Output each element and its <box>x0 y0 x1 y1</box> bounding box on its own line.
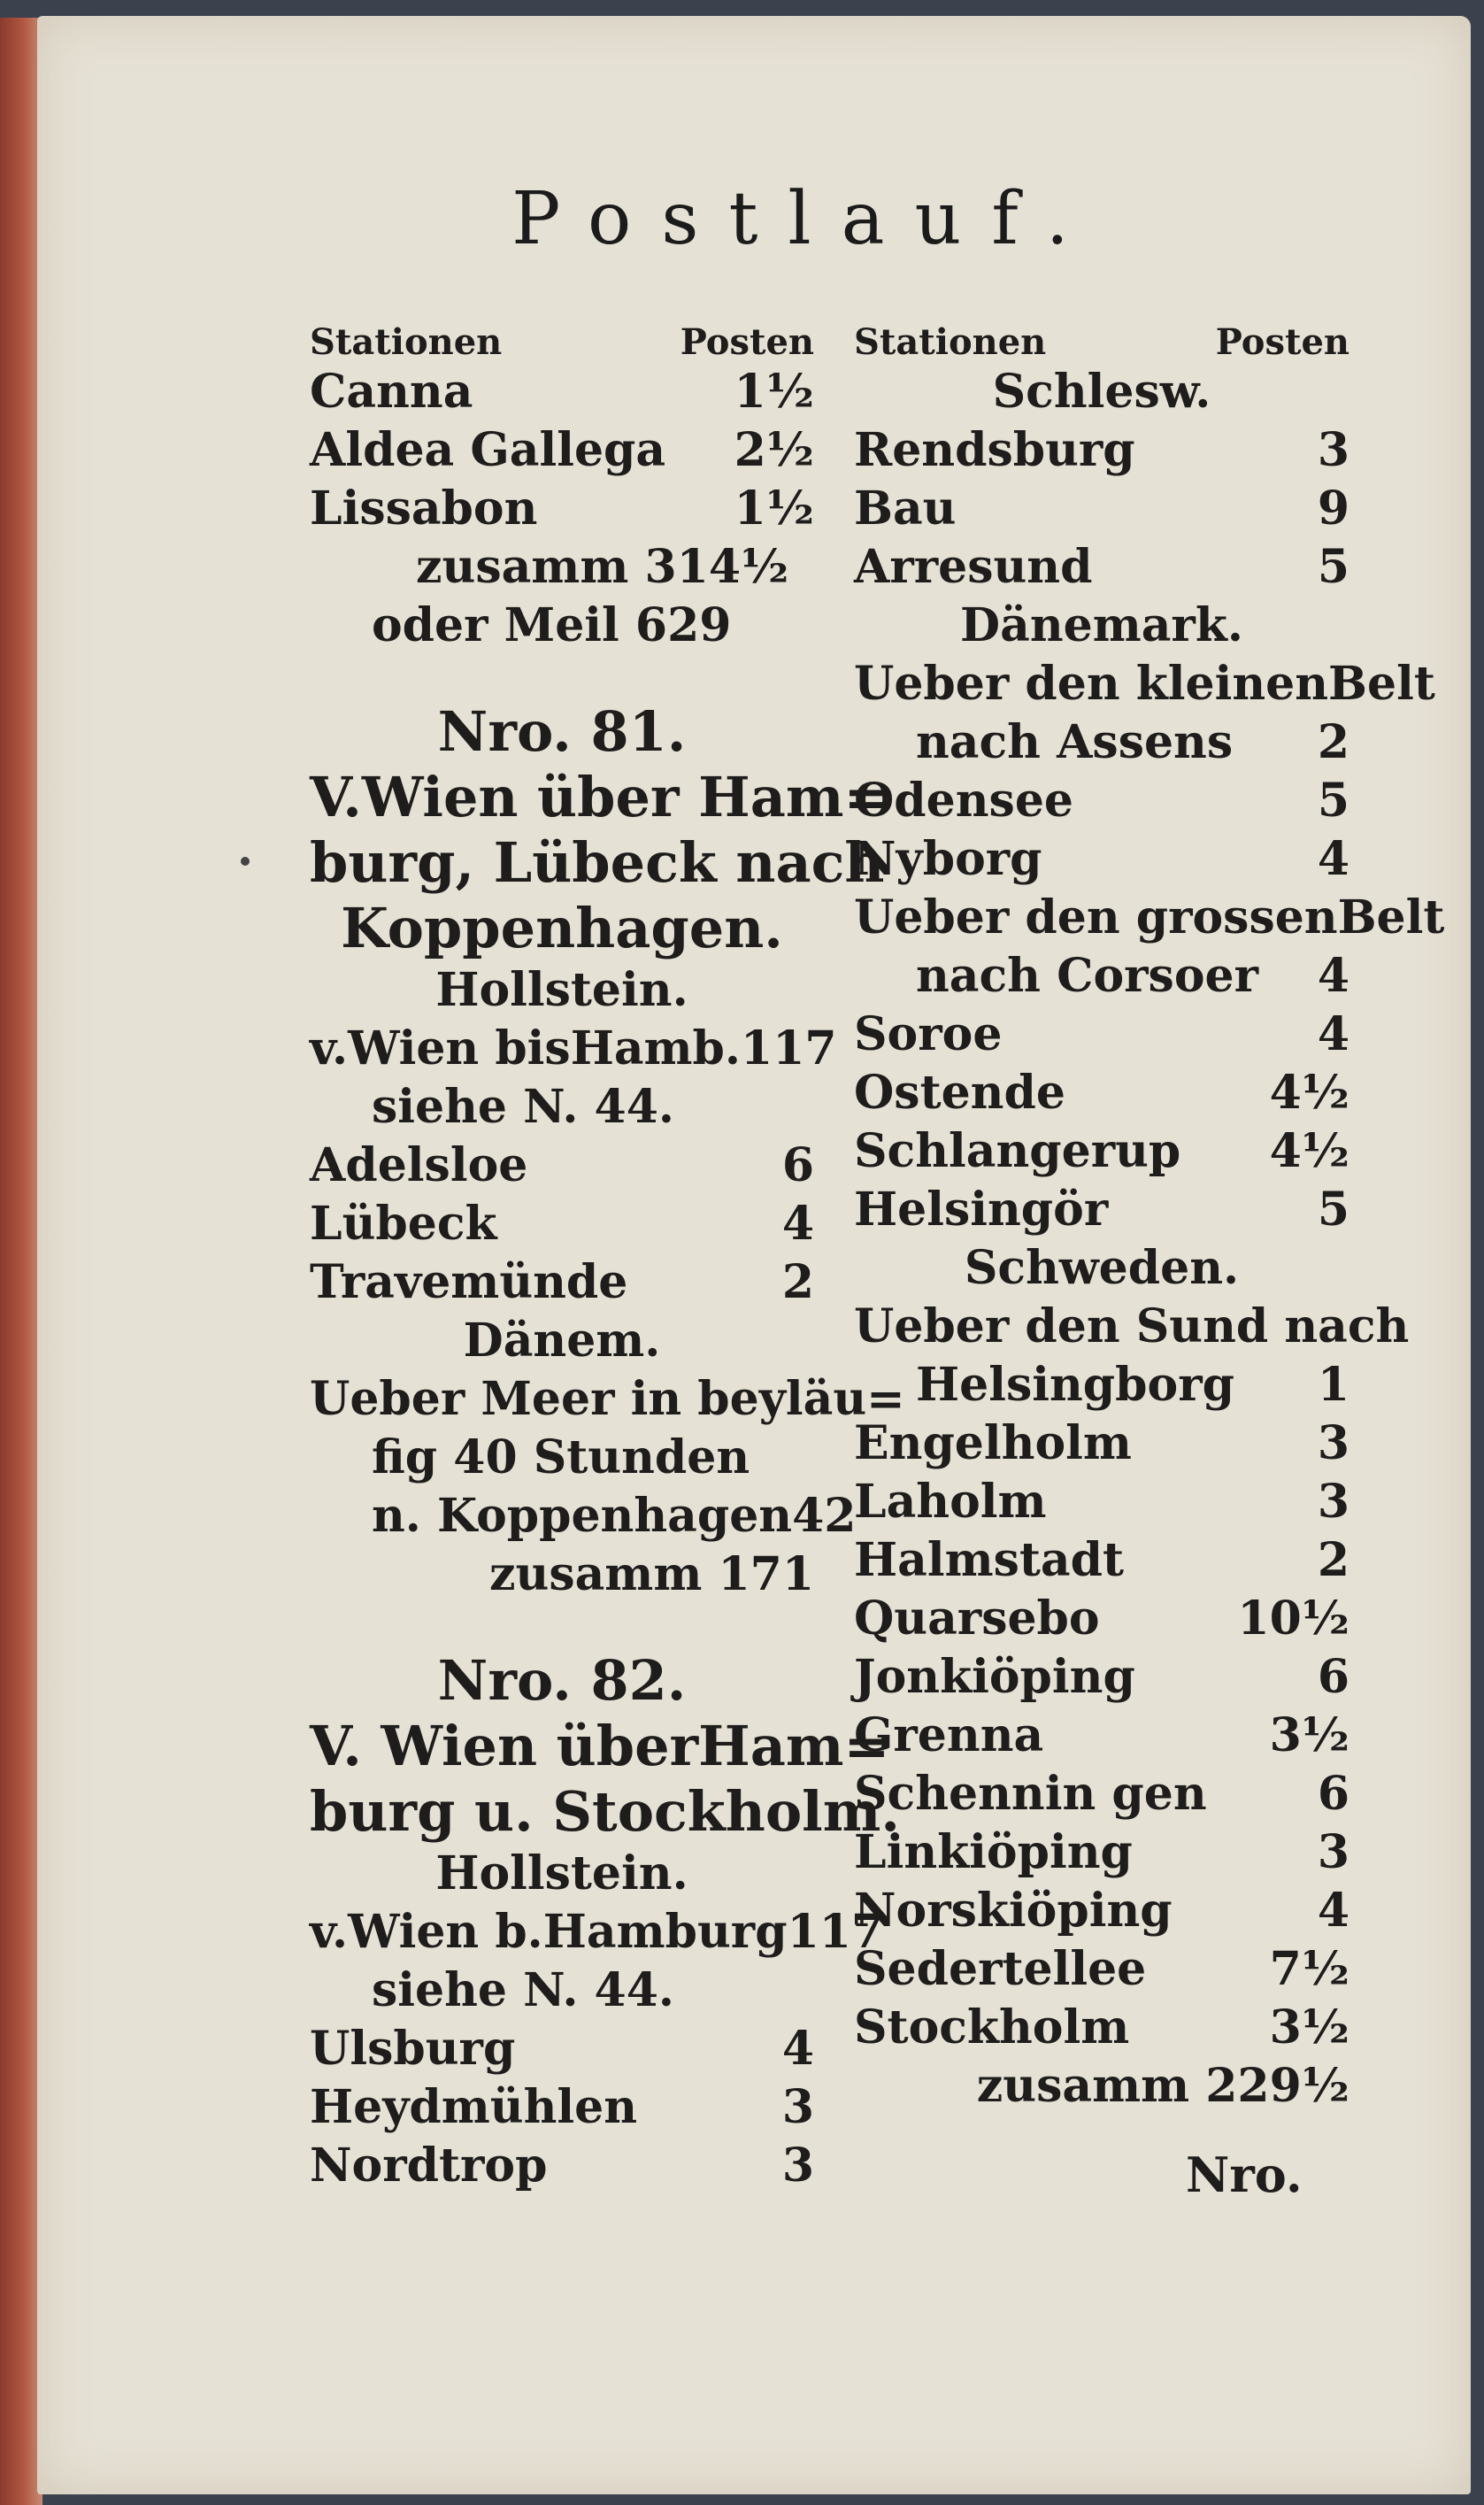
section-81-country: Hollstein. <box>435 963 688 1017</box>
section-82-heading-line2: burg u. Stockholm. <box>310 1779 900 1844</box>
table-row <box>310 1429 814 1487</box>
station-name: Helsingborg <box>916 1358 1234 1412</box>
post-count: 1 <box>1317 1358 1349 1412</box>
station-name: nach Assens <box>916 715 1234 769</box>
post-count: 2 <box>1317 1533 1349 1587</box>
table-row <box>854 1707 1349 1765</box>
table-row <box>310 1195 814 1253</box>
station-name: Rendsburg <box>854 423 1135 477</box>
station-name: Norskiöping <box>854 1884 1173 1938</box>
post-count: 3½ <box>1269 2000 1349 2054</box>
post-count: 4 <box>1317 832 1349 886</box>
table-row <box>854 830 1349 889</box>
table-row <box>310 1020 837 1078</box>
table-row <box>854 1239 1349 1298</box>
post-count: 5 <box>1317 774 1349 828</box>
station-name: Schlangerup <box>854 1124 1181 1178</box>
station-name: Canna <box>310 365 473 419</box>
table-row <box>854 480 1349 538</box>
station-name: Jonkiöping <box>854 1650 1135 1704</box>
catchword: Nro. <box>1186 2147 1303 2203</box>
station-name: Quarsebo <box>854 1592 1100 1646</box>
table-row <box>310 421 814 480</box>
table-row <box>854 1765 1349 1823</box>
post-count: 3 <box>1317 1475 1349 1529</box>
section-82-heading-line1: V. Wien überHam= <box>310 1714 890 1778</box>
post-count: 117 <box>741 1021 837 1075</box>
table-row <box>854 1882 1349 1940</box>
post-count: 4½ <box>1269 1124 1349 1178</box>
station-name: Soroe <box>854 1007 1003 1061</box>
station-name: Ueber Meer in beyläu= <box>310 1372 905 1426</box>
station-name: Ulsburg <box>310 2022 516 2076</box>
station-name: v.Wien bisHamb. <box>310 1021 742 1075</box>
post-count: 7½ <box>1269 1942 1349 1996</box>
post-count: 10½ <box>1237 1592 1349 1646</box>
post-count: 3½ <box>1269 1708 1349 1762</box>
post-count: 5 <box>1317 1183 1349 1237</box>
station-name: Heydmühlen <box>310 2080 638 2134</box>
post-count: 4 <box>781 1197 814 1251</box>
post-count: 1½ <box>734 482 814 536</box>
post-count: 2 <box>1317 715 1349 769</box>
station-name: Lübeck <box>310 1197 497 1251</box>
table-row <box>854 1999 1349 2057</box>
post-count: 3 <box>781 2139 814 2193</box>
station-name: Schennin gen <box>854 1767 1207 1821</box>
post-count: 3 <box>781 2080 814 2134</box>
stations-header: Stationen <box>854 321 1047 363</box>
table-row <box>310 1370 905 1429</box>
table-row <box>310 2078 814 2137</box>
station-name: Odensee <box>854 774 1073 828</box>
table-row <box>854 1590 1349 1648</box>
table-row <box>310 1078 814 1137</box>
left-header <box>310 310 814 363</box>
table-row <box>310 597 814 655</box>
book-binding <box>0 18 42 2505</box>
station-name: Grenna <box>854 1708 1044 1762</box>
station-name: Ueber den grossenBelt <box>854 890 1445 944</box>
posts-header: Posten <box>680 321 814 363</box>
station-name: v.Wien b.Hamburg <box>310 1905 788 1959</box>
table-row <box>854 1356 1349 1414</box>
post-count: 2½ <box>734 423 814 477</box>
post-count: 6 <box>1317 1767 1349 1821</box>
post-count: 3 <box>1317 423 1349 477</box>
station-name: Arresund <box>854 540 1093 594</box>
station-name: Bau <box>854 482 957 536</box>
table-row <box>310 2020 814 2078</box>
station-name: oder Meil 629 <box>372 598 732 652</box>
table-row <box>310 1137 814 1195</box>
table-row <box>854 1006 1349 1064</box>
table-row <box>854 1531 1349 1590</box>
table-row <box>854 363 1349 421</box>
post-count: 1½ <box>734 365 814 419</box>
table-row <box>310 538 814 597</box>
post-count: 117 <box>787 1905 884 1959</box>
table-row <box>854 889 1445 947</box>
table-row <box>854 947 1349 1006</box>
table-row <box>854 2057 1349 2116</box>
table-row <box>310 1903 884 1962</box>
station-name: n. Koppenhagen <box>372 1489 793 1543</box>
station-name: siehe N. 44. <box>372 1080 674 1134</box>
table-row <box>854 1648 1349 1707</box>
post-count: 42 <box>792 1489 857 1543</box>
station-name: nach Corsoer <box>916 949 1258 1003</box>
post-count: 2 <box>781 1255 814 1309</box>
station-name: Travemünde <box>310 1255 628 1309</box>
table-row <box>854 421 1349 480</box>
station-name: Sedertellee <box>854 1942 1147 1996</box>
table-row <box>310 1253 814 1312</box>
table-row <box>854 1064 1349 1122</box>
right-header <box>854 310 1349 363</box>
post-count: 9 <box>1317 482 1349 536</box>
station-name: Adelsloe <box>310 1138 528 1192</box>
table-row <box>854 713 1349 772</box>
section-82-rows <box>310 1903 884 2195</box>
post-count: 6 <box>781 1138 814 1192</box>
station-name: Ueber den Sund nach <box>854 1299 1410 1353</box>
station-name: Stockholm <box>854 2000 1130 2054</box>
station-name: Ueber den kleinenBelt <box>854 657 1435 711</box>
station-name: zusamm 314½ <box>416 540 789 594</box>
table-row <box>854 655 1435 713</box>
station-name: Halmstadt <box>854 1533 1124 1587</box>
left-rows <box>310 363 814 655</box>
right-column <box>854 310 1445 2116</box>
table-row <box>310 363 814 421</box>
station-name: Nyborg <box>854 832 1042 886</box>
post-count: 4 <box>1317 1007 1349 1061</box>
table-row <box>310 1962 814 2020</box>
section-82-country: Hollstein. <box>435 1846 688 1900</box>
table-row <box>854 772 1349 830</box>
post-count: 4 <box>1317 949 1349 1003</box>
post-count: 5 <box>1317 540 1349 594</box>
station-name: zusamm 229½ <box>976 2059 1349 2113</box>
table-row <box>310 2137 814 2195</box>
table-row <box>854 1181 1349 1239</box>
post-count: 6 <box>1317 1650 1349 1704</box>
page-title: Postlauf. <box>511 177 1099 261</box>
station-name: siehe N. 44. <box>372 1963 674 2017</box>
left-column <box>310 310 905 2195</box>
section-81-rows2 <box>310 1370 905 1604</box>
section-81-heading-line3: Koppenhagen. <box>341 896 783 960</box>
table-row <box>854 1122 1349 1181</box>
section-82-number: Nro. 82. <box>437 1648 687 1713</box>
table-row <box>854 1940 1349 1999</box>
station-name: Aldea Gallega <box>310 423 666 477</box>
station-name: Laholm <box>854 1475 1047 1529</box>
post-count: 3 <box>1317 1416 1349 1470</box>
station-name: Engelholm <box>854 1416 1132 1470</box>
station-name: Schlesw. <box>992 365 1211 419</box>
station-name: zusamm 171 <box>489 1547 814 1601</box>
table-row <box>854 1823 1349 1882</box>
table-row <box>854 597 1349 655</box>
table-row <box>310 1487 857 1545</box>
section-81-heading-line1: V.Wien über Ham= <box>310 765 890 829</box>
post-count: 3 <box>1317 1825 1349 1879</box>
post-count: 4½ <box>1269 1066 1349 1120</box>
stations-header: Stationen <box>310 321 503 363</box>
ink-dot <box>241 857 250 866</box>
table-row <box>310 480 814 538</box>
station-name: Helsingör <box>854 1183 1109 1237</box>
station-name: Schweden. <box>964 1241 1240 1295</box>
table-row <box>310 1545 814 1604</box>
section-81-heading-line2: burg, Lübeck nach <box>310 830 885 895</box>
post-count: 4 <box>781 2022 814 2076</box>
station-name: fig 40 Stunden <box>372 1430 750 1484</box>
section-81-number: Nro. 81. <box>437 699 687 764</box>
post-count: 4 <box>1317 1884 1349 1938</box>
right-rows <box>854 363 1445 2116</box>
station-name: Nordtrop <box>310 2139 548 2193</box>
posts-header: Posten <box>1215 321 1349 363</box>
table-row <box>854 1473 1349 1531</box>
table-row <box>854 538 1349 597</box>
table-row <box>854 1298 1410 1356</box>
section-81-country2: Dänem. <box>463 1314 661 1368</box>
station-name: Dänemark. <box>960 598 1243 652</box>
table-row <box>854 1414 1349 1473</box>
station-name: Linkiöping <box>854 1825 1133 1879</box>
station-name: Ostende <box>854 1066 1065 1120</box>
station-name: Lissabon <box>310 482 538 536</box>
section-81-rows <box>310 1020 837 1312</box>
